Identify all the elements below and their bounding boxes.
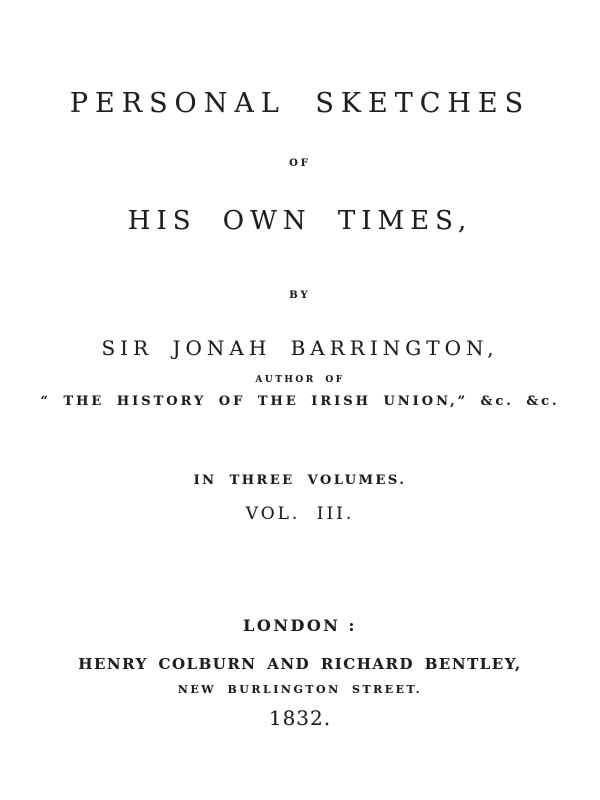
imprint-year: 1832. (268, 706, 332, 730)
title-connector-of: OF (289, 158, 311, 169)
book-title-main: PERSONAL SKETCHES (69, 88, 531, 119)
imprint-publisher: HENRY COLBURN AND RICHARD BENTLEY, (78, 655, 522, 673)
imprint-street: NEW BURLINGTON STREET. (177, 683, 423, 696)
author-previous-work: “ THE HISTORY OF THE IRISH UNION,” &c. &c. (40, 394, 560, 409)
author-name: SIR JONAH BARRINGTON, (101, 336, 499, 360)
volume-number: VOL. III. (245, 504, 355, 524)
byline-connector-by: BY (289, 290, 311, 301)
imprint-city: LONDON : (243, 616, 357, 635)
book-title-sub: HIS OWN TIMES, (127, 206, 473, 236)
volumes-note: IN THREE VOLUMES. (193, 473, 407, 488)
author-of-label: AUTHOR OF (255, 375, 345, 385)
